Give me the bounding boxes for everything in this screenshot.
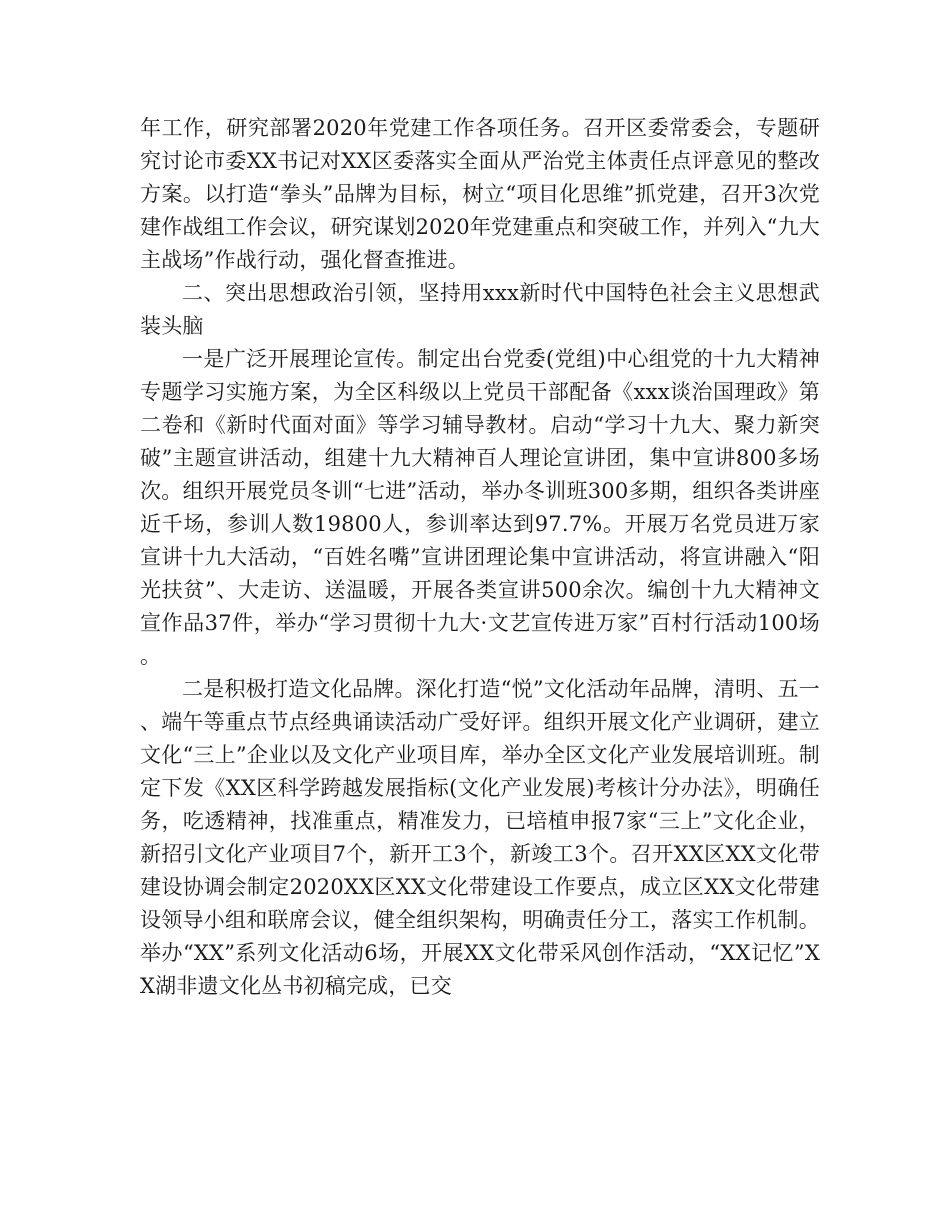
document-body <box>140 112 820 1003</box>
paragraph-continuation: 年工作，研究部署2020年党建工作各项任务。召开区委常委会，专题研究讨论市委XX书记对XX区委落实全面从严治党主体责任点评意见的整改方案。以打造“拳头”品牌为目标，树立“项目化思维”抓党建，召开3次党建作战组工作会议，研究谋划2020年党建重点和突破工作，并列入“九大主战场”作战行动，强化督查推进。 <box>140 116 820 272</box>
paragraph-theory-publicity: 一是广泛开展理论宣传。制定出台党委(党组)中心组党的十九大精神专题学习实施方案，为全区科级以上党员干部配备《xxx谈治国理政》第二卷和《新时代面对面》等学习辅导教材。启动“学习十九大、聚力新突破”主题宣讲活动，组建十九大精神百人理论宣讲团，集中宣讲800多场次。组织开展党员冬训“七进”活动，举办冬训班300多期，组织各类讲座近千场，参训人数19800人，参训率达到97.7%。开展万名党员进万家宣讲十九大活动，“百姓名嘴”宣讲团理论集中宣讲活动，将宣讲融入“阳光扶贫”、大走访、送温暖，开展各类宣讲500余次。编创十九大精神文宣作品37件，举办“学习贯彻十九大·文艺宣传进万家”百村行活动100场。 <box>140 347 820 668</box>
paragraph-culture-brand: 二是积极打造文化品牌。深化打造“悦”文化活动年品牌，清明、五一、端午等重点节点经典诵读活动广受好评。组织开展文化产业调研，建立文化“三上”企业以及文化产业项目库，举办全区文化产业发展培训班。制定下发《XX区科学跨越发展指标(文化产业发展)考核计分办法》，明确任务，吃透精神，找准重点，精准发力，已培植申报7家“三上”文化企业，新招引文化产业项目7个，新开工3个，新竣工3个。召开XX区XX文化带建设协调会制定2020XX区XX文化带建设工作要点，成立区XX文化带建设领导小组和联席会议，健全组织架构，明确责任分工，落实工作机制。举办“XX”系列文化活动6场，开展XX文化带采风创作活动，“XX记忆”XX湖非遗文化丛书初稿完成，已交 <box>140 677 820 998</box>
section-heading: 二、突出思想政治引领，坚持用xxx新时代中国特色社会主义思想武装头脑 <box>140 281 820 338</box>
